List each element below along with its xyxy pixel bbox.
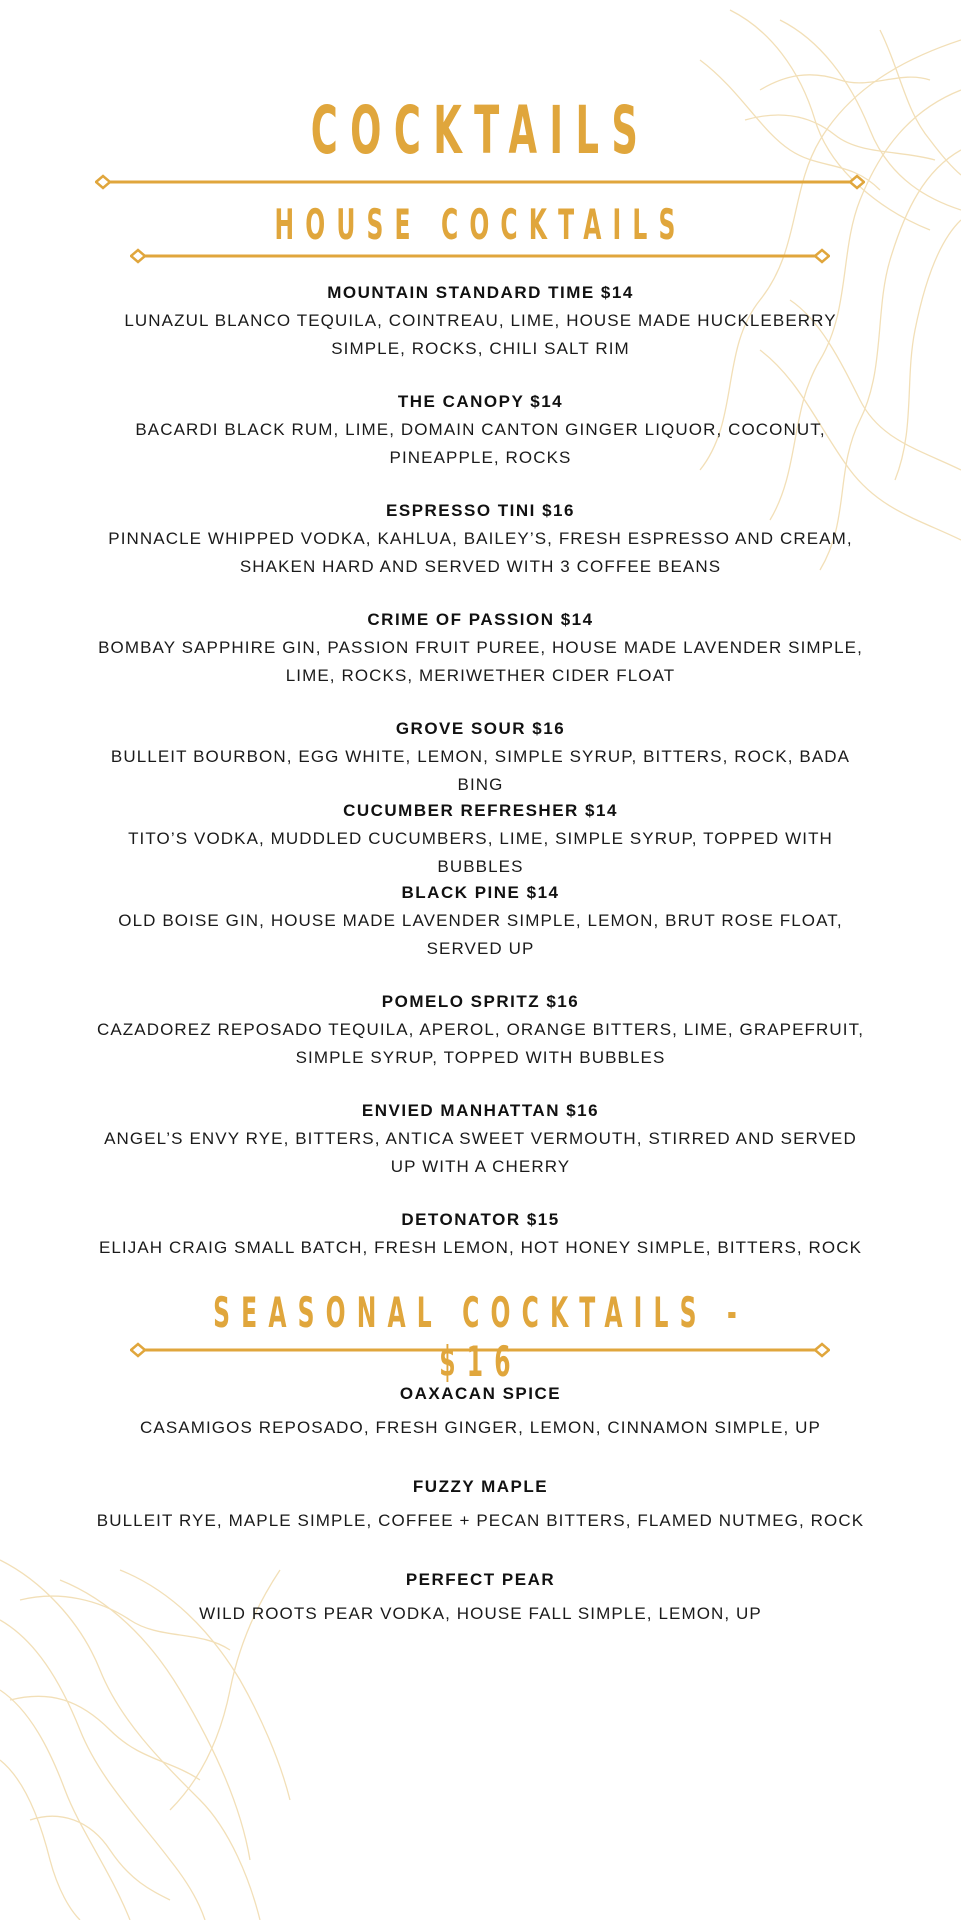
- item-description: LUNAZUL BLANCO TEQUILA, COINTREAU, LIME, HOUSE MADE HUCKLEBERRY SIMPLE, ROCKS, CHILI SALT RIM: [124, 311, 837, 358]
- menu-item: [90, 1568, 871, 1628]
- item-description: BACARDI BLACK RUM, LIME, DOMAIN CANTON GINGER LIQUOR, COCONUT, PINEAPPLE, ROCKS: [135, 420, 826, 467]
- item-name: ESPRESSO TINI $16: [386, 501, 575, 520]
- item-name: ENVIED MANHATTAN $16: [361, 1101, 600, 1120]
- item-description: WILD ROOTS PEAR VODKA, HOUSE FALL SIMPLE, LEMON, UP: [199, 1604, 762, 1623]
- item-description: BULLEIT RYE, MAPLE SIMPLE, COFFEE + PECAN BITTERS, FLAMED NUTMEG, ROCK: [96, 1511, 865, 1530]
- item-name: CRIME OF PASSION $14: [367, 610, 594, 629]
- menu-item: [90, 1099, 871, 1181]
- item-description: ELIJAH CRAIG SMALL BATCH, FRESH LEMON, HOT HONEY SIMPLE, BITTERS, ROCK: [98, 1238, 863, 1257]
- item-description: ANGEL’S ENVY RYE, BITTERS, ANTICA SWEET VERMOUTH, STIRRED AND SERVED UP WITH A CHERRY: [104, 1129, 857, 1176]
- item-description: CAZADOREZ REPOSADO TEQUILA, APEROL, ORANGE BITTERS, LIME, GRAPEFRUIT, SIMPLE SYRUP, TOPPED WITH BUBBLES: [96, 1020, 865, 1067]
- item-name: OAXACAN SPICE: [399, 1384, 562, 1403]
- item-name: PERFECT PEAR: [405, 1570, 556, 1589]
- item-name: MOUNTAIN STANDARD TIME $14: [327, 283, 634, 302]
- menu-item: [90, 990, 871, 1072]
- item-description: CASAMIGOS REPOSADO, FRESH GINGER, LEMON, CINNAMON SIMPLE, UP: [140, 1418, 821, 1437]
- house-cocktails-heading: HOUSE COCKTAILS: [274, 200, 687, 249]
- seasonal-cocktails-heading: SEASONAL COCKTAILS - $16: [213, 1288, 748, 1386]
- menu-item: [90, 1208, 871, 1262]
- item-name: FUZZY MAPLE: [412, 1477, 549, 1496]
- menu-item: [90, 1475, 871, 1535]
- menu-item: [90, 281, 871, 363]
- title-divider: [95, 174, 865, 190]
- menu-item: [90, 499, 871, 581]
- menu-item: [90, 608, 871, 690]
- item-description: BOMBAY SAPPHIRE GIN, PASSION FRUIT PUREE, HOUSE MADE LAVENDER SIMPLE, LIME, ROCKS, MERIWETHER CIDER FLOAT: [98, 638, 863, 685]
- menu-item: [90, 881, 871, 963]
- item-name: GROVE SOUR $16: [395, 719, 566, 738]
- item-name: DETONATOR $15: [401, 1210, 560, 1229]
- item-name: POMELO SPRITZ $16: [381, 992, 580, 1011]
- item-name: BLACK PINE $14: [401, 883, 560, 902]
- house-cocktails-divider: [130, 248, 830, 264]
- menu-item: [90, 799, 871, 881]
- item-description: OLD BOISE GIN, HOUSE MADE LAVENDER SIMPLE, LEMON, BRUT ROSE FLOAT, SERVED UP: [118, 911, 843, 958]
- item-name: CUCUMBER REFRESHER $14: [343, 801, 618, 820]
- item-description: TITO’S VODKA, MUDDLED CUCUMBERS, LIME, SIMPLE SYRUP, TOPPED WITH BUBBLES: [128, 829, 833, 876]
- item-description: BULLEIT BOURBON, EGG WHITE, LEMON, SIMPLE SYRUP, BITTERS, ROCK, BADA BING: [110, 747, 851, 794]
- menu-item: [90, 1382, 871, 1442]
- menu-item: [90, 390, 871, 472]
- item-name: THE CANOPY $14: [397, 392, 564, 411]
- seasonal-cocktails-divider: [130, 1342, 830, 1358]
- menu-title: COCKTAILS: [310, 92, 651, 169]
- menu-item: [90, 717, 871, 799]
- item-description: PINNACLE WHIPPED VODKA, KAHLUA, BAILEY’S, FRESH ESPRESSO AND CREAM, SHAKEN HARD AND SERVED WITH 3 COFFEE BEANS: [108, 529, 853, 576]
